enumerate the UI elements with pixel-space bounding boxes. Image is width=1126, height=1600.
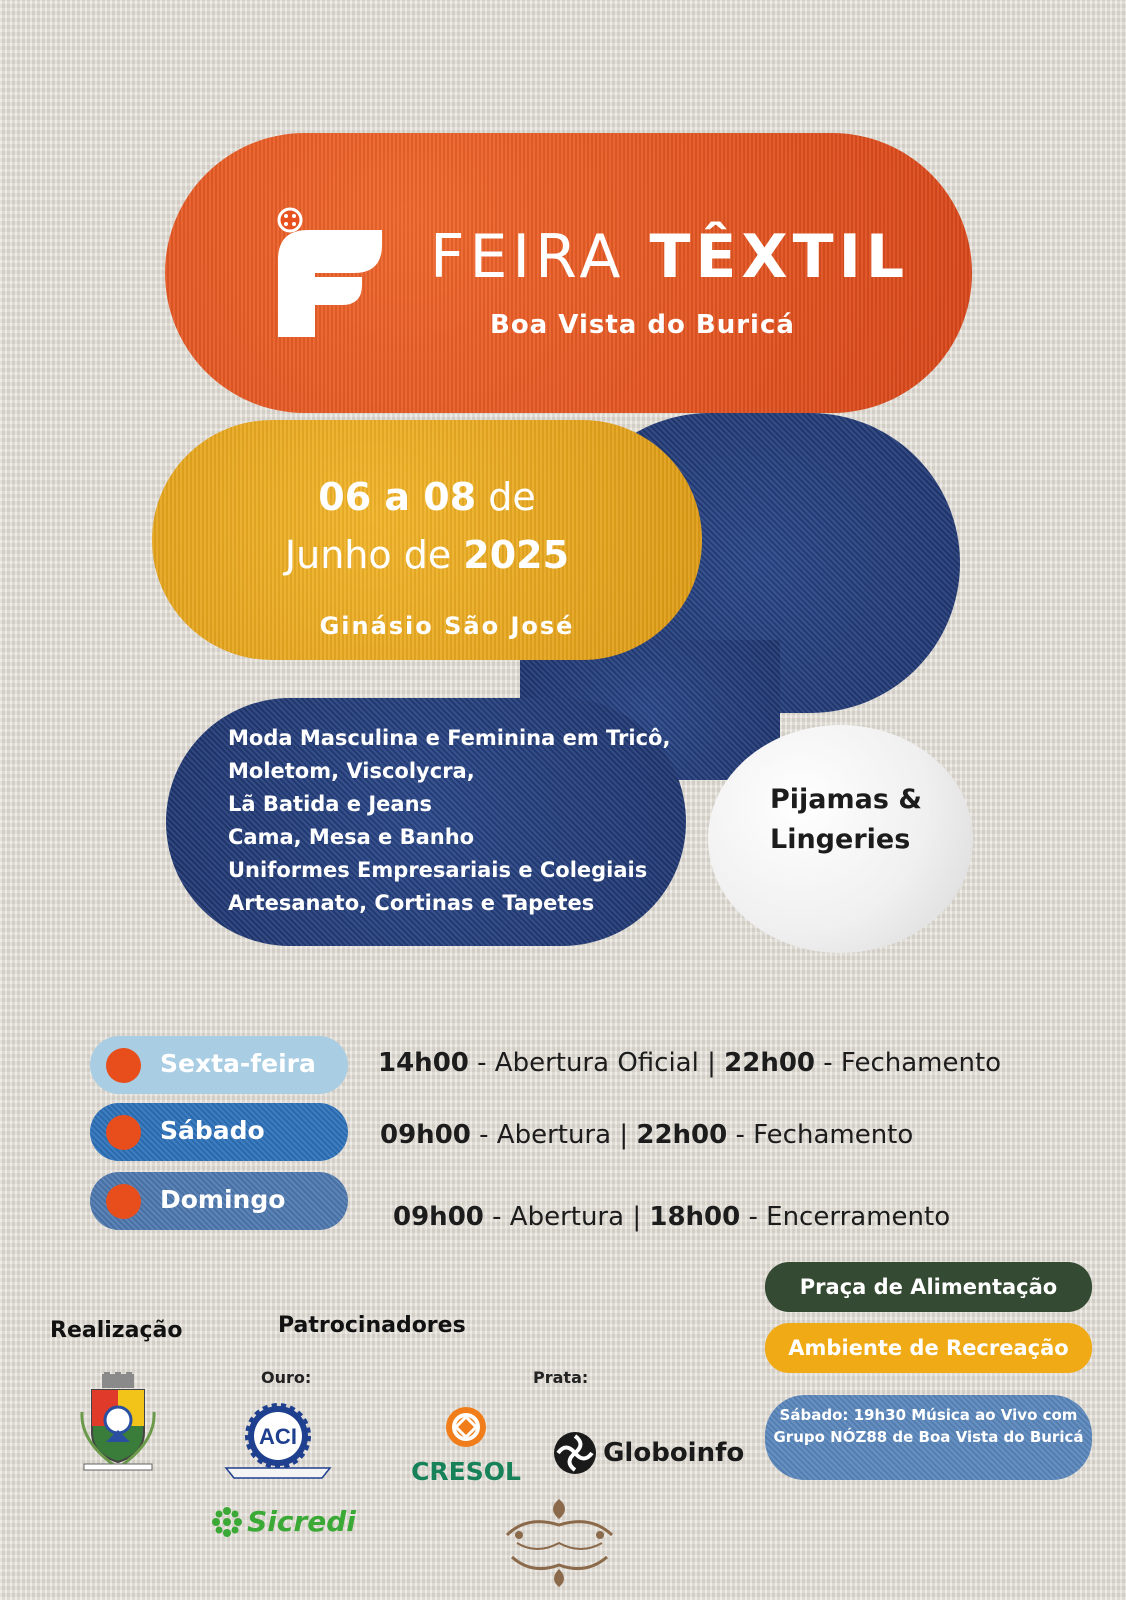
city-crest-icon — [78, 1372, 158, 1472]
title-word-textil: TÊXTIL — [649, 222, 910, 292]
date-days: 06 a 08 — [318, 475, 477, 519]
globoinfo-text: Globoinfo — [603, 1438, 745, 1468]
attraction-live-music: Sábado: 19h30 Música ao Vivo com Grupo NÓZ88 de Boa Vista do Buricá — [765, 1395, 1092, 1480]
open-desc: - Abertura | — [470, 1120, 637, 1150]
date-month: Junho de — [284, 533, 464, 577]
title-word-feira: FEIRA — [430, 222, 626, 292]
event-title — [430, 222, 909, 292]
bullet-dot-icon — [106, 1048, 141, 1083]
open-desc: - Abertura Oficial | — [468, 1048, 725, 1078]
list-item: Moletom, Viscolycra, — [228, 759, 475, 783]
highlight-line-2: Lingeries — [770, 824, 911, 855]
cresol-mark-icon — [406, 1405, 526, 1455]
letter-f-button-icon — [270, 205, 390, 340]
tier-gold-label: Ouro: — [261, 1368, 312, 1387]
list-item: Lã Batida e Jeans — [228, 792, 433, 816]
list-item: Artesanato, Cortinas e Tapetes — [228, 891, 595, 915]
date-de: de — [476, 475, 536, 519]
list-item: Uniformes Empresariais e Colegiais — [228, 858, 648, 882]
bullet-dot-icon — [106, 1115, 141, 1150]
list-item: Moda Masculina e Feminina em Tricô, — [228, 726, 671, 750]
day-badge-sunday — [90, 1172, 348, 1230]
close-desc: - Encerramento — [740, 1202, 951, 1232]
close-time: 18h00 — [649, 1202, 741, 1232]
date-year: 2025 — [463, 533, 570, 577]
day-label: Domingo — [160, 1185, 286, 1214]
aci-text: ACI — [259, 1424, 297, 1449]
highlight-line-1: Pijamas & — [770, 784, 922, 815]
date-line-days — [152, 475, 702, 519]
decorative-ornament-logo-icon — [497, 1495, 622, 1590]
product-list — [228, 722, 670, 920]
sponsors-heading: Patrocinadores — [278, 1313, 466, 1338]
globoinfo-logo — [552, 1430, 744, 1476]
attraction-recreation: Ambiente de Recreação — [765, 1323, 1092, 1373]
list-item: Cama, Mesa e Banho — [228, 825, 475, 849]
close-time: 22h00 — [636, 1120, 728, 1150]
close-time: 22h00 — [724, 1048, 816, 1078]
schedule-friday — [378, 1048, 1001, 1078]
day-badge-friday — [90, 1036, 348, 1094]
schedule-sunday — [393, 1202, 950, 1232]
aci-logo-icon — [222, 1402, 334, 1482]
open-time: 14h00 — [378, 1048, 469, 1078]
open-desc: - Abertura | — [483, 1202, 650, 1232]
cresol-logo — [406, 1405, 526, 1485]
globoinfo-globe-icon — [552, 1430, 598, 1476]
sicredi-logo — [212, 1505, 356, 1538]
cresol-text: CRESOL — [411, 1457, 521, 1486]
day-badge-saturday — [90, 1103, 348, 1161]
open-time: 09h00 — [380, 1120, 471, 1150]
event-subtitle: Boa Vista do Buricá — [490, 310, 795, 340]
schedule-saturday — [380, 1120, 913, 1150]
close-desc: - Fechamento — [727, 1120, 914, 1150]
sicredi-pinwheel-icon — [212, 1507, 242, 1537]
date-line-month — [152, 533, 702, 577]
tier-silver-label: Prata: — [533, 1368, 589, 1387]
bullet-dot-icon — [106, 1184, 141, 1219]
venue-label: Ginásio São José — [319, 612, 575, 640]
attraction-food-court: Praça de Alimentação — [765, 1262, 1092, 1312]
day-label: Sábado — [160, 1116, 265, 1145]
close-desc: - Fechamento — [815, 1048, 1002, 1078]
highlight-text — [770, 780, 922, 860]
sicredi-text: Sicredi — [247, 1505, 356, 1538]
open-time: 09h00 — [393, 1202, 484, 1232]
organizer-heading: Realização — [50, 1318, 183, 1343]
day-label: Sexta-feira — [160, 1049, 316, 1078]
